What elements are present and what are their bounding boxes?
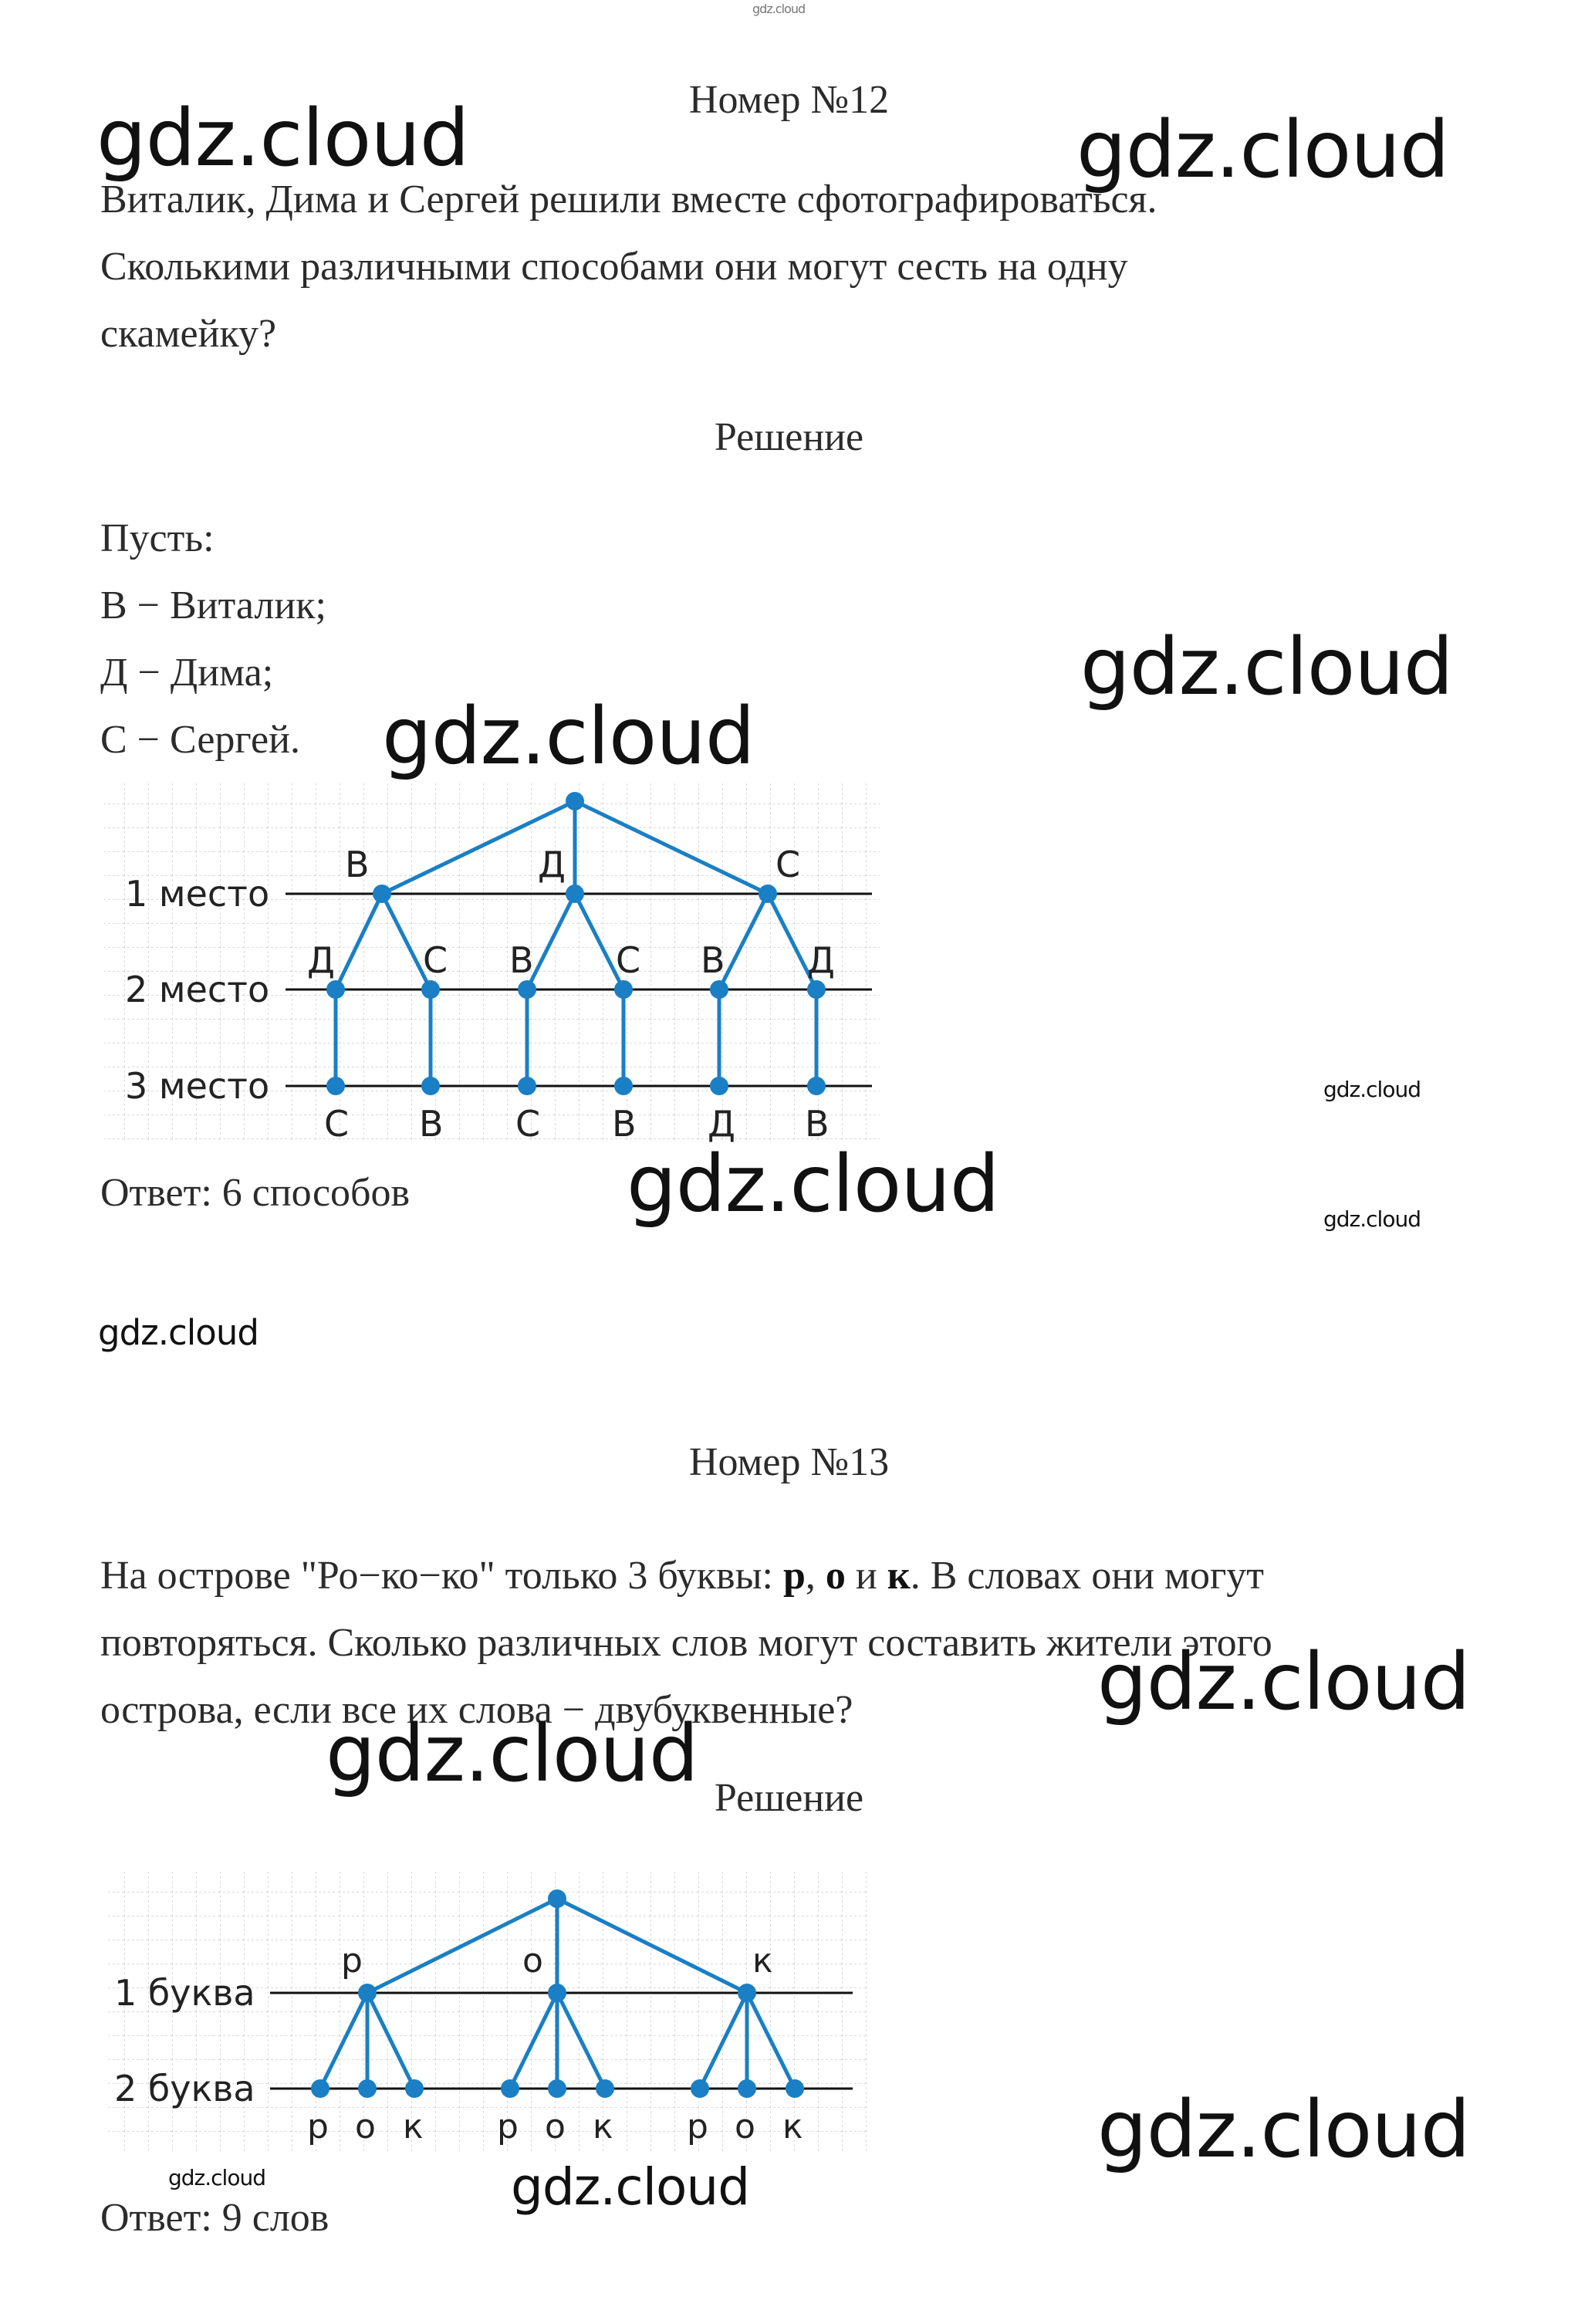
letter1-label-2: о — [522, 1941, 543, 1981]
letter1-label-3: к — [752, 1941, 773, 1981]
watermark-9: gdz.cloud — [1097, 1636, 1470, 1728]
letter-k: к — [887, 1554, 911, 1598]
problem-13-line-3: острова, если все их слова − двубуквенные? — [100, 1688, 853, 1732]
watermark-12: gdz.cloud — [168, 2165, 265, 2190]
problem-13-line-2: повторяться. Сколько различных слов могут составить жители этого — [100, 1621, 1272, 1665]
problem-13-answer: Ответ: 9 слов — [100, 2196, 329, 2240]
problem-12-solution-label: Решение — [714, 415, 864, 459]
letter2-label-4: р — [497, 2107, 519, 2146]
problem-12-line-2: Сколькими различными способами они могут сесть на одну — [100, 245, 1128, 289]
letter2-label-2: о — [355, 2107, 376, 2146]
root-node — [566, 792, 584, 810]
watermark-6: gdz.cloud — [627, 1138, 999, 1230]
level3-label-1: С — [324, 1103, 350, 1145]
letter2-label-6: к — [593, 2107, 613, 2146]
level1-label-1: В — [345, 844, 370, 885]
let-dima: Д − Дима; — [100, 651, 274, 695]
watermark-13: gdz.cloud — [511, 2157, 750, 2217]
letter1-label-1: р — [341, 1941, 363, 1981]
problem-13-title: Номер №13 — [688, 1440, 890, 1484]
letter-row-label-2: 2 буква — [114, 2068, 255, 2109]
watermark-7: gdz.cloud — [1323, 1206, 1421, 1232]
letter-r: р — [783, 1554, 806, 1598]
watermark-2: gdz.cloud — [1076, 104, 1449, 196]
row-label-1: 1 место — [125, 873, 270, 915]
words-tree-diagram — [100, 1868, 872, 2161]
letter2-label-1: р — [307, 2107, 329, 2146]
level1-label-2: Д — [538, 844, 566, 885]
level2-label-6: Д — [807, 939, 835, 981]
watermark-4: gdz.cloud — [382, 691, 755, 783]
let-heading: Пусть: — [100, 516, 215, 560]
level2-label-4: С — [616, 939, 641, 981]
let-vitalik: В − Виталик; — [100, 584, 326, 628]
level3-label-6: В — [805, 1103, 830, 1145]
letter2-label-3: к — [403, 2107, 424, 2146]
watermark-1: gdz.cloud — [96, 93, 469, 184]
letter2-label-8: о — [735, 2107, 755, 2146]
level2-label-1: Д — [307, 939, 335, 981]
watermark-11: gdz.cloud — [1097, 2084, 1470, 2176]
watermark-3: gdz.cloud — [1080, 621, 1453, 713]
level3-label-4: В — [612, 1103, 637, 1145]
watermark-8: gdz.cloud — [98, 1312, 258, 1353]
problem-13-solution-label: Решение — [714, 1776, 864, 1820]
row-label-2: 2 место — [125, 969, 270, 1010]
header-watermark: gdz.cloud — [752, 2, 806, 16]
level2-label-3: В — [509, 939, 534, 981]
level3-label-5: Д — [708, 1103, 735, 1145]
letter-row-label-1: 1 буква — [114, 1972, 255, 2014]
problem-12-line-1: Виталик, Дима и Сергей решили вместе сфотографироваться. — [100, 178, 1157, 222]
watermark-10: gdz.cloud — [326, 1708, 698, 1800]
letter2-label-5: о — [545, 2107, 566, 2146]
problem-12-answer: Ответ: 6 способов — [100, 1171, 411, 1215]
problem-13-line-1: На острове "Ро−ко−ко" только 3 буквы: р, о и к. В словах они могут — [100, 1554, 1264, 1598]
level3-label-3: С — [515, 1103, 541, 1145]
level2-label-2: С — [423, 939, 448, 981]
row-label-3: 3 место — [125, 1065, 270, 1107]
letter2-label-9: к — [782, 2107, 803, 2146]
problem-12-line-3: скамейку? — [100, 312, 277, 356]
watermark-5: gdz.cloud — [1323, 1077, 1421, 1102]
let-sergey: С − Сергей. — [100, 718, 300, 762]
letter2-label-7: р — [687, 2107, 708, 2146]
level2-label-5: В — [701, 939, 725, 981]
problem-12-title: Номер №12 — [688, 78, 890, 122]
level1-label-3: С — [775, 844, 801, 885]
problem-12-text — [100, 166, 1474, 367]
seating-tree-diagram — [100, 780, 887, 1150]
letter-o: о — [825, 1554, 846, 1598]
level3-label-2: В — [419, 1103, 444, 1145]
